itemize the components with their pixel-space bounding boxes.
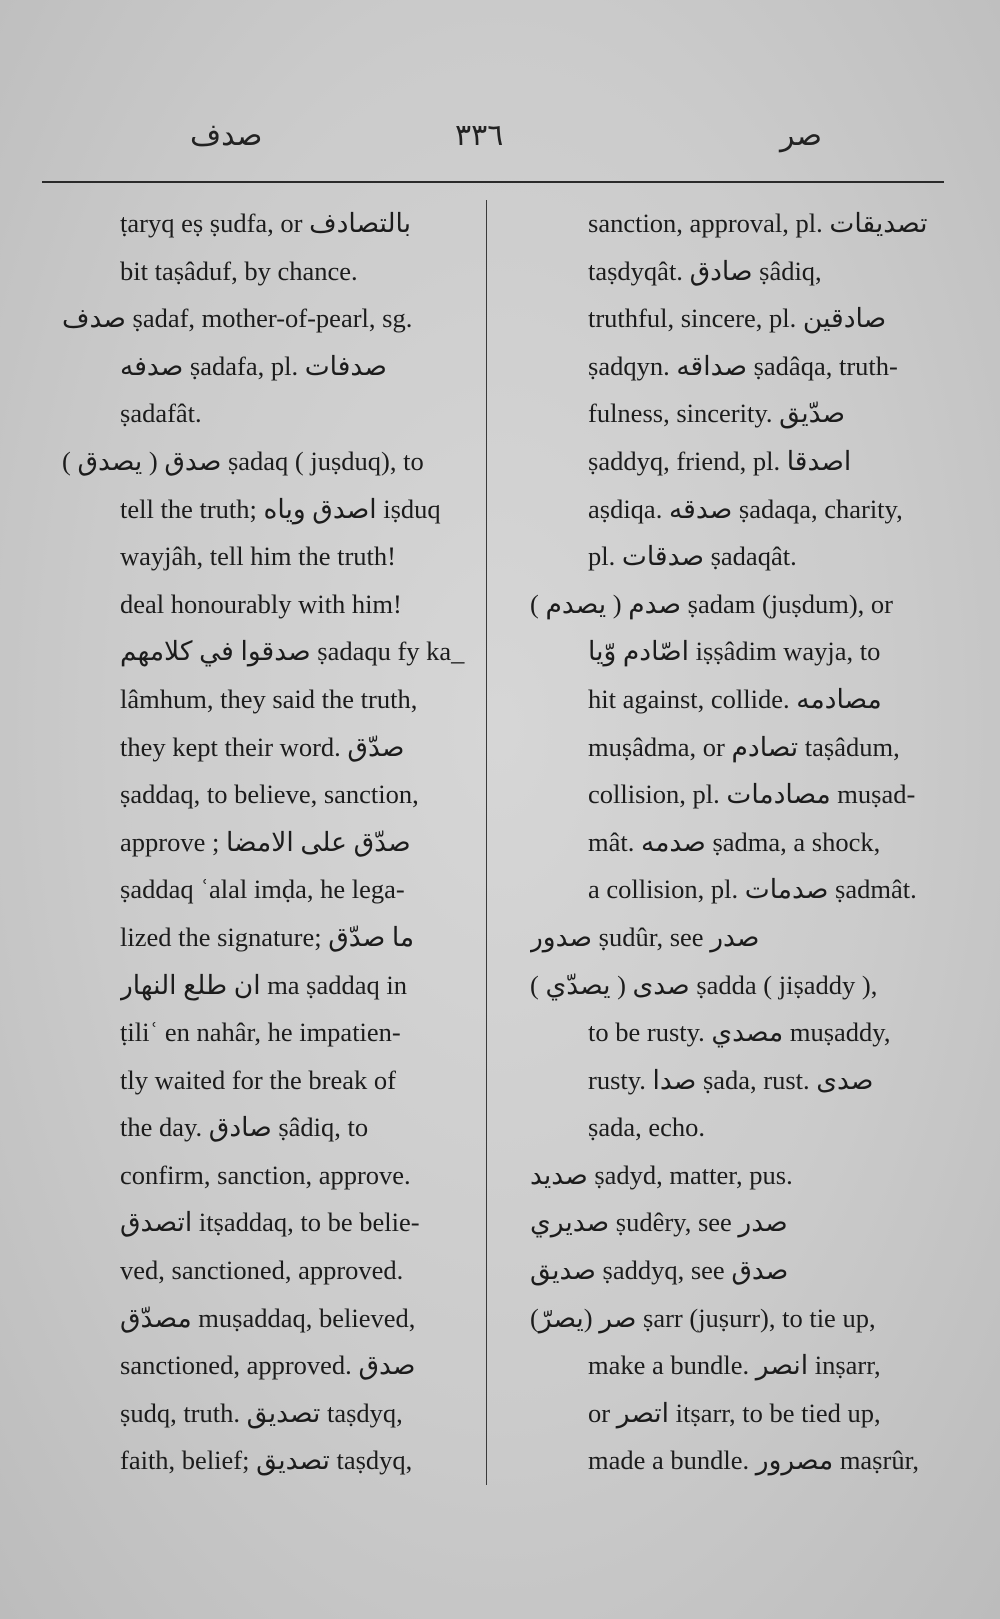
entry-line: aṣdiqa. صدقه ṣadaqa, charity, [588,493,903,524]
entry-line: approve ; صدّق على الامضا [120,826,411,857]
entry-line: ṣadqyn. صداقه ṣadâqa, truth- [588,350,898,381]
entry-line: deal honourably with him! [120,588,402,619]
entry-line: ṣaddaq, to believe, sanction, [120,779,419,810]
entry-line: ṣudq, truth. تصديق taṣdyq, [120,1397,403,1428]
entry-line: or اتصر itṣarr, to be tied up, [588,1397,881,1428]
entry-line: صدقوا في كلامهم ṣadaqu fy ka_ [120,636,465,667]
entry-line: ved, sanctioned, approved. [120,1255,404,1286]
entry-line: sanctioned, approved. صدق [120,1350,416,1381]
entry-line: صدق ( يصدق ) ṣadaq ( juṣduq), to [62,445,424,476]
entry-line: ṭaryq eṣ ṣudfa, or بالتصادف [120,208,411,238]
entry-line: collision, pl. مصادمات muṣad- [588,779,916,810]
entry-line: صدى ( يصدّي ) ṣadda ( jiṣaddy ), [530,969,878,1000]
column-divider [486,200,487,1485]
entry-line: صديق ṣaddyq, see صدق [530,1255,789,1286]
entry-line: rusty. صدا ṣada, rust. صدى [588,1064,874,1095]
entry-line: ان طلع النهار ma ṣaddaq in [120,969,408,1000]
page-header [0,118,1000,168]
entry-line: pl. صدقات ṣadaqât. [588,541,797,572]
entry-line: صدور ṣudûr, see صدر [530,921,760,952]
entry-line: lâmhum, they said the truth, [120,683,418,714]
entry-line: صدف ṣadaf, mother-of-pearl, sg. [62,303,413,334]
header-left-word: صدف [190,118,263,153]
entry-line: faith, belief; تصديق taṣdyq, [120,1445,413,1476]
entry-line: the day. صادق ṣâdiq, to [120,1112,369,1143]
entry-line: fulness, sincerity. صدّيق [588,398,845,429]
entry-line: lized the signature; ما صدّق [120,921,415,952]
header-rule [42,181,944,183]
entry-line: a collision, pl. صدمات ṣadmât. [588,874,917,905]
entry-line: اتصدق itṣaddaq, to be belie- [120,1207,420,1238]
entry-line: mât. صدمه ṣadma, a shock, [588,826,881,857]
entry-line: bit taṣâduf, by chance. [120,255,358,286]
entry-line: ṣada, echo. [588,1112,705,1143]
entry-line: to be rusty. مصدي muṣaddy, [588,1017,891,1048]
entry-line: they kept their word. صدّق [120,731,405,762]
left-column [62,200,476,1485]
entry-line: ṣadafât. [120,398,202,429]
entry-line: صدفه ṣadafa, pl. صدفات [120,350,387,381]
entry-line: truthful, sincere, pl. صادقين [588,303,887,334]
entry-line: taṣdyqât. صادق ṣâdiq, [588,255,822,286]
entry-line: ṣaddaq ʿalal imḍa, he lega- [120,874,405,905]
header-right-word: صر [780,118,823,153]
entry-line: tly waited for the break of [120,1064,396,1095]
entry-line: tell the truth; اصدق وياه iṣduq [120,493,441,524]
right-column [530,200,944,1485]
entry-line: wayjâh, tell him the truth! [120,541,396,572]
entry-line: صديري ṣudêry, see صدر [530,1207,788,1238]
entry-line: muṣâdma, or تصادم taṣâdum, [588,731,900,762]
entry-line: ṭiliʿ en nahâr, he impatien- [120,1017,401,1048]
entry-line: ṣaddyq, friend, pl. اصدقا [588,445,852,476]
entry-line: confirm, sanction, approve. [120,1159,411,1190]
entry-line: صدم ( يصدم ) ṣadam (juṣdum), or [530,588,893,619]
entry-line: make a bundle. انصر inṣarr, [588,1350,881,1381]
entry-line: اصّادم وّيا iṣṣâdim wayja, to [588,636,881,667]
entry-line: sanction, approval, pl. تصديقات [588,208,928,238]
entry-line: مصدّق muṣaddaq, believed, [120,1302,416,1333]
entry-line: hit against, collide. مصادمه [588,683,882,714]
entry-line: صر (يصرّ) ṣarr (juṣurr), to tie up, [530,1302,876,1333]
entry-line: made a bundle. مصرور maṣrûr, [588,1445,919,1476]
entry-line: صديد ṣadyd, matter, pus. [530,1159,793,1190]
page-number: ۳۳٦ [455,118,504,153]
